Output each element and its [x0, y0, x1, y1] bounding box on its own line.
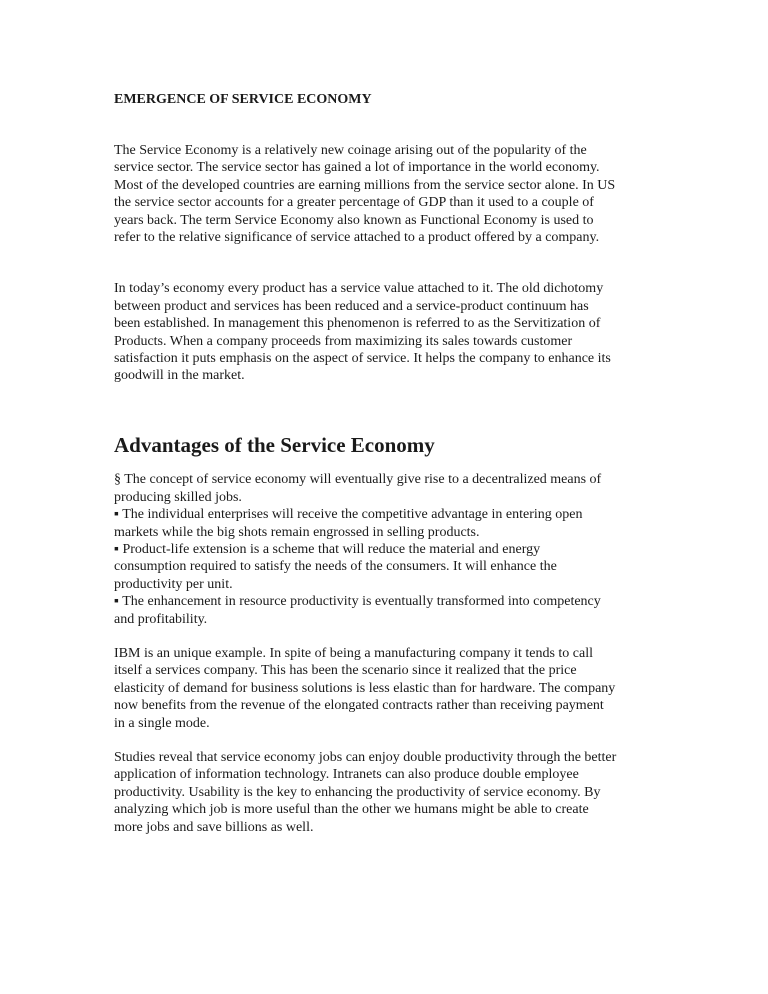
document-title: EMERGENCE OF SERVICE ECONOMY: [114, 92, 372, 107]
studies-paragraph: Studies reveal that service economy jobs can enjoy double productivity through the better application of information technology. Intranets can also produce double employee productivity. Usability is the key to enhancing the productivity of service economy. By analyzing which job is more useful than the other we humans might be able to create more jobs and save billions as well.: [114, 749, 617, 835]
list-item: ▪ The enhancement in resource productivity is eventually transformed into competency and profitability.: [114, 594, 601, 627]
list-item: § The concept of service economy will eventually give rise to a decentralized means of producing skilled jobs.: [114, 472, 602, 505]
servitization-paragraph: In today’s economy every product has a service value attached to it. The old dichotomy between product and services has been reduced and a service-product continuum has been established. In management this phenomenon is referred to as the Servitization of Products. When a company proceeds from maximizing its sales towards customer satisfaction it puts emphasis on the aspect of service. It helps the company to enhance its goodwill in the market.: [114, 281, 611, 384]
list-item: ▪ Product-life extension is a scheme that will reduce the material and energy consumption required to satisfy the needs of the consumers. It will enhance the productivity per unit.: [114, 541, 557, 592]
document-body: [114, 91, 654, 836]
advantages-list: [114, 471, 654, 628]
ibm-example-paragraph: IBM is an unique example. In spite of being a manufacturing company it tends to call itself a services company. This has been the scenario since it realized that the price elasticity of demand for business solutions is less elastic than for hardware. The company now benefits from the revenue of the elongated contracts rather than receiving payment in a single mode.: [114, 645, 616, 731]
list-item: ▪ The individual enterprises will receive the competitive advantage in entering open markets while the big shots remain engrossed in selling products.: [114, 507, 583, 540]
intro-paragraph: The Service Economy is a relatively new coinage arising out of the popularity of the service sector. The service sector has gained a lot of importance in the world economy. Most of the developed countries are earning millions from the service sector alone. In US the service sector accounts for a greater percentage of GDP than it used to a couple of years back. The term Service Economy also known as Functional Economy is used to refer to the relative significance of service attached to a product offered by a company.: [114, 143, 616, 246]
section-heading: Advantages of the Service Economy: [114, 432, 435, 457]
